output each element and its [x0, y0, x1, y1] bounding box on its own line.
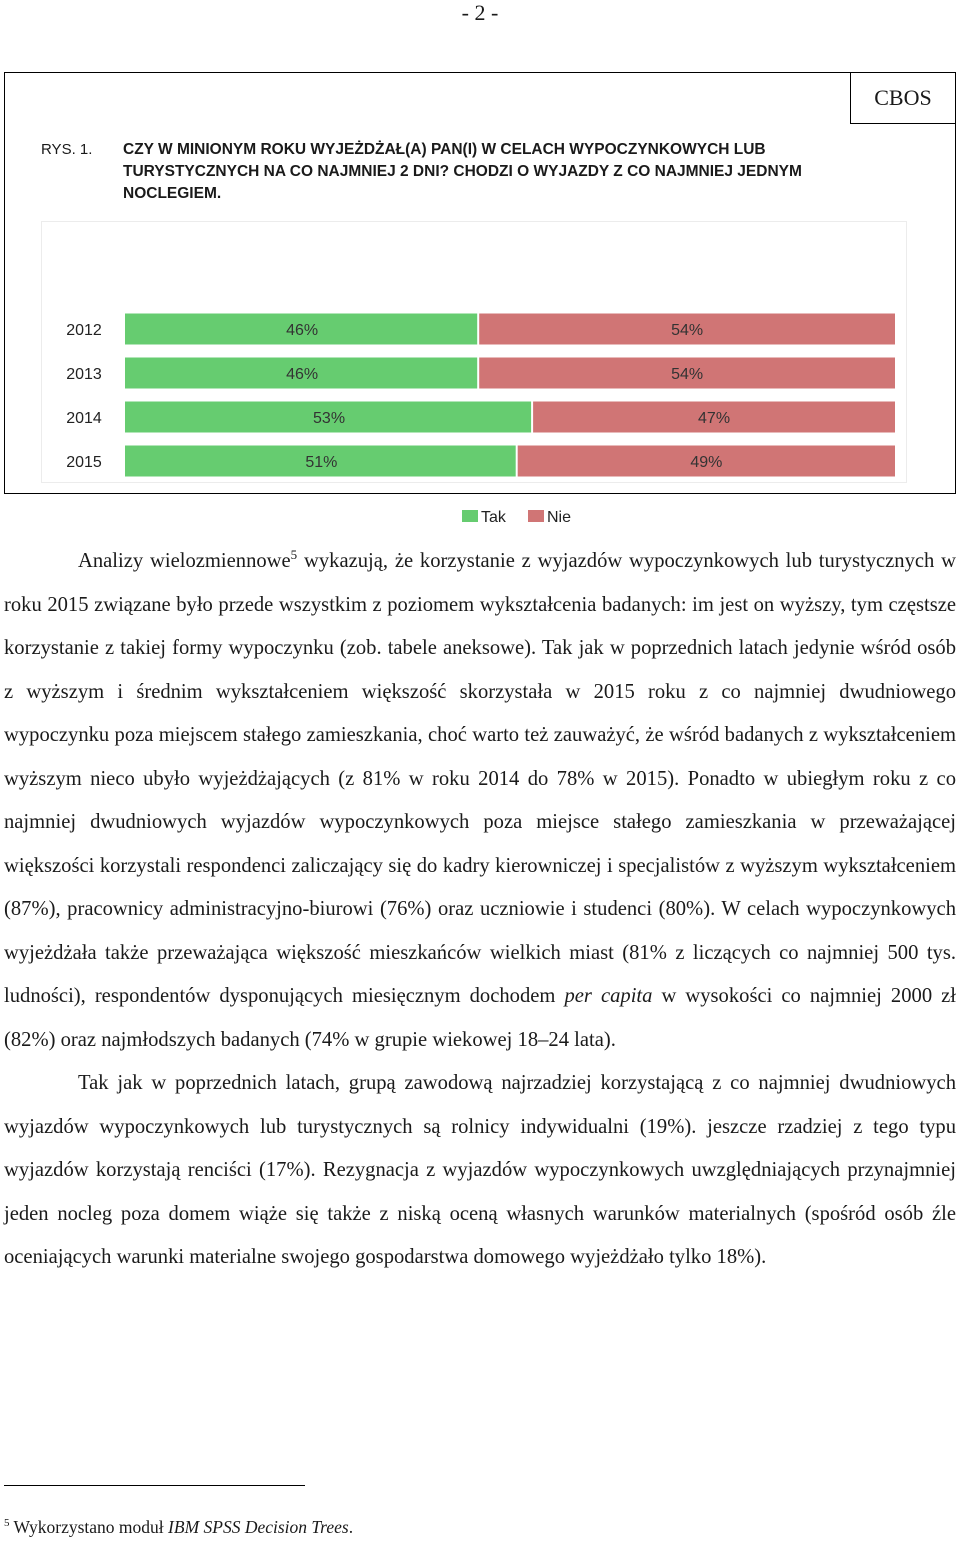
emphasis-per-capita: per capita: [564, 985, 653, 1007]
y-tick-label: 2012: [66, 322, 102, 339]
page-number: - 2 -: [461, 0, 499, 25]
footnote-reference: 5: [290, 547, 298, 563]
paragraph-2: Tak jak w poprzednich latach, grupą zawodową najrzadziej korzystającą z co najmniej dwudniowych wyjazdów wypoczynkowych lub turystycznych są rolnicy indywidualni (19%). jeszcze rzadziej z tego typu wyjazdów korzystają renciści (17%). Rezygnacja z wyjazdów wypoczynkowych uwzględniających przynajmniej jeden nocleg poza domem wiąże się także z niską oceną własnych warunków materialnych (spośród osób źle oceniających warunki materialne swojego gospodarstwa domowego wyjeżdżało tylko 18%).: [4, 1072, 956, 1268]
figure-title: CZY W MINIONYM ROKU WYJEŻDŻAŁ(A) PAN(I) W CELACH WYPOCZYNKOWYCH LUB TURYSTYCZNYCH NA CO NAJMNIEJ 2 DNI? CHODZI O WYJAZDY Z CO NAJMNIEJ JEDNYM NOCLEGIEM.: [123, 141, 802, 202]
paragraph-1-body: wykazują, że korzystanie z wyjazdów wypoczynkowych lub turystycznych w roku 2015 związane było przede wszystkim z poziomem wykształcenia badanych: im jest on wyższy, tym częstsze korzystanie z takiej formy wypoczynku (zob. tabele aneksowe). Tak jak w poprzednich latach jedynie wśród osób z wyższym i średnim wykształceniem większość skorzystała w 2015 roku z co najmniej dwudniowego wypoczynku poza miejscem stałego zamieszkania, choć warto też zauważyć, że wśród badanych z wykształceniem wyższym nieco ubyło wyjeżdżających (z 81% w roku 2014 do 78% w 2015). Ponadto w ubiegłym roku z co najmniej dwudniowych wyjazdów wypoczynkowych poza miejsce stałego zamieszkania w przeważającej większości korzystali respondenci zaliczający się do kadry kierowniczej i specjalistów z wyższym wykształceniem (87%), pracownicy administracyjno-biurowi (76%) oraz uczniowie i studenci (80%). W celach wypoczynkowych wyjeżdżała także przeważająca większość mieszkańców wielkich miast (81% z liczących co najmniej 500 tys. ludności), respondentów dysponujących miesięcznym dochodem: [4, 550, 956, 1007]
data-label: 54%: [671, 366, 704, 383]
footnote-marker: 5: [4, 1517, 10, 1529]
data-label: 54%: [671, 322, 704, 339]
paragraph-1-start: Analizy wielozmiennowe: [78, 550, 291, 572]
legend-swatch: [462, 510, 478, 522]
chart-area: [41, 221, 907, 526]
y-tick-label: 2014: [66, 410, 102, 427]
footnote-emphasis: IBM SPSS Decision Trees: [168, 1516, 349, 1537]
legend-swatch: [528, 510, 544, 522]
data-label: 51%: [305, 454, 338, 471]
paragraph-1-end: w wysokości co najmniej 2000 zł (82%) oraz najmłodszych badanych (74% w grupie wiekowej 18–24 lata).: [4, 985, 957, 1051]
footnote-end: .: [348, 1516, 354, 1537]
y-tick-label: 2013: [66, 366, 102, 383]
figure-label: RYS. 1.: [41, 141, 93, 158]
data-label: 46%: [286, 322, 319, 339]
legend-label: Nie: [547, 509, 572, 526]
data-label: 47%: [698, 410, 731, 427]
stacked-bar-chart: [42, 222, 908, 526]
paragraph-1: [4, 540, 956, 1062]
figure-frame: [4, 72, 956, 526]
data-label: 53%: [313, 410, 346, 427]
body-text: [4, 540, 956, 1280]
footnote-divider: [4, 1485, 305, 1486]
data-label: 49%: [690, 454, 723, 471]
data-label: 46%: [286, 366, 319, 383]
legend-label: Tak: [481, 509, 506, 526]
footnote-text: Wykorzystano moduł: [9, 1516, 169, 1537]
source-label: CBOS: [850, 72, 956, 124]
footnote: [4, 1512, 353, 1538]
y-tick-label: 2015: [66, 454, 102, 471]
